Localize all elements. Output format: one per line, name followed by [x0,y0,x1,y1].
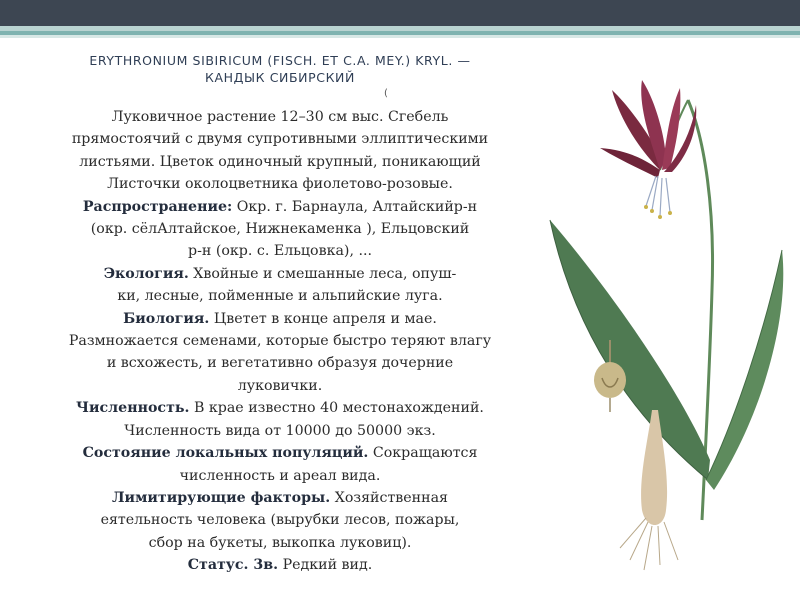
limiting-line: еятельность человека (вырубки лесов, пожары, [100,512,460,529]
ecology-label: Экология. [103,265,189,282]
description-line: Луковичное растение 12–30 см выс. Сгебель [111,109,449,125]
distribution-label: Распространение: [82,198,233,215]
populations-label: Состояние локальных популяций. [82,445,369,462]
description-block [30,106,530,577]
populations-line: численность и ареал вида. [179,467,381,484]
biology-line [30,308,530,330]
distribution-text: Окр. г. Барнаула, Алтайскийр-н [232,198,478,215]
status-line [30,554,530,576]
distribution-line: р-н (окр. с. Ельцовка), ... [187,243,372,260]
abundance-text: В крае известно 40 местонахождений. [189,400,484,417]
abundance-line [30,397,530,419]
header-stripe-pale [0,35,800,38]
abundance-line: Численность вида от 10000 до 50000 экз. [124,422,436,439]
limiting-label: Лимитирующие факторы. [112,489,331,506]
header-bar [0,0,800,26]
ecology-line [30,263,530,285]
description-line: Листочки околоцветника фиолетово-розовые. [107,176,453,193]
limiting-line [30,487,530,509]
status-value: 3в. [248,557,279,574]
leaves [550,220,783,490]
biology-text: Цветет в конце апреля и мае. [209,310,437,327]
ecology-text: Хвойные и смешанные леса, опуш- [188,265,457,282]
limiting-line: сбор на букеты, выкопка луковиц). [148,534,412,551]
abundance-label: Численность. [76,400,190,417]
title-line-russian: КАНДЫК СИБИРСКИЙ [205,70,355,85]
distribution-line: (окр. сёлАлтайское, Нижнекаменка ), Ельцовский [90,221,470,238]
populations-text: Сокращаются [368,445,478,462]
biology-line: луковички. [237,377,323,394]
status-text: Редкий вид. [278,557,373,574]
limiting-text: Хозяйственная [330,489,448,506]
status-label: Статус. [187,557,249,574]
description-line: прямостоячий с двумя супротивными эллиптическими [71,131,489,148]
plant-illustration [520,60,800,600]
biology-line: Размножается семенами, которые быстро теряют влагу [68,333,492,350]
biology-label: Биология. [123,310,210,327]
biology-line: и всхожесть, и вегетативно образуя дочерние [106,355,454,372]
distribution-line [30,196,530,218]
title-line-latin: ERYTHRONIUM SIBIRICUM (FISCH. ET C.A. MEY.) KRYL. — [89,53,471,68]
stray-mark: ( [384,88,388,99]
page-title [40,52,520,86]
ecology-line: ки, лесные, пойменные и альпийские луга. [117,288,443,305]
flower [600,80,696,219]
populations-line [30,442,530,464]
description-line: листьями. Цветок одиночный крупный, поникающий [79,153,481,170]
